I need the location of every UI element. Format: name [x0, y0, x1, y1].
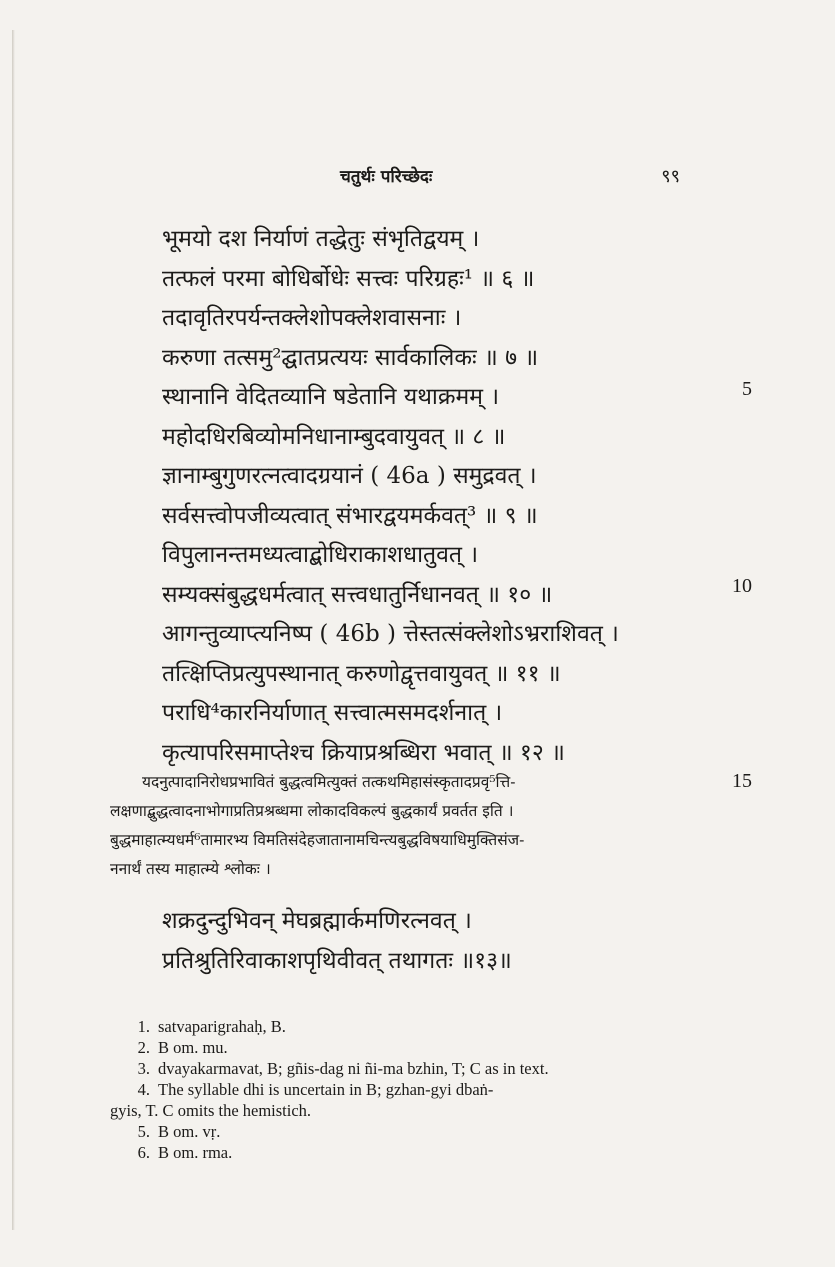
- footnote: [110, 1121, 690, 1142]
- line-number-15: 15: [732, 770, 752, 792]
- footnote: [110, 1079, 690, 1100]
- verse-line: भूमयो दश निर्याणं तद्धेतुः संभृतिद्वयम् ।: [162, 226, 480, 252]
- footnote-number: 3.: [137, 1059, 150, 1078]
- running-head: चतुर्थः परिच्छेदः: [340, 167, 433, 187]
- verse-block-1: [162, 220, 722, 773]
- page-number: ९९: [661, 166, 680, 187]
- verse-line: आगन्तुव्याप्त्यनिष्प ( 46b ) त्तेस्तत्संक्लेशोऽभ्रराशिवत् ।: [162, 621, 619, 647]
- footnote-number: 5.: [137, 1122, 150, 1141]
- footnotes: [110, 1016, 690, 1163]
- verse-line: ज्ञानाम्बुगुणरत्नत्वादग्रयानं ( 46a ) समुद्रवत् ।: [162, 463, 537, 489]
- footnote-text: B om. vṛ.: [158, 1122, 221, 1141]
- prose-line: यदनुत्पादानिरोधप्रभावितं बुद्धत्वमित्युक्तं तत्कथमिहासंस्कृतादप्रवृ⁵त्ति-: [142, 773, 516, 791]
- footnote: [110, 1058, 690, 1079]
- footnote-continuation: [110, 1100, 690, 1121]
- verse-line: स्थानानि वेदितव्यानि षडेतानि यथाक्रमम् ।: [162, 384, 500, 410]
- line-number-5: 5: [742, 378, 752, 400]
- verse-line: सम्यक्संबुद्धधर्मत्वात् सत्त्वधातुर्निधानवत् ॥ १० ॥: [162, 581, 553, 608]
- footnote: [110, 1037, 690, 1058]
- prose-line: बुद्धमाहात्म्यधर्म⁶तामारभ्य विमतिसंदेहजातानामचिन्त्यबुद्धविषयाधिमुक्तिसंज-: [110, 831, 525, 849]
- commentary-paragraph: [110, 768, 690, 884]
- line-number-10: 10: [732, 575, 752, 597]
- page-header: [160, 164, 680, 194]
- verse-line: प्रतिश्रुतिरिवाकाशपृथिवीवत् तथागतः ॥१३॥: [162, 947, 512, 974]
- prose-line: लक्षणाद्बुद्धत्वादनाभोगाप्रतिप्रश्रब्धमा लोकादविकल्पं बुद्धकार्यं प्रवर्तत इति ।: [110, 802, 514, 820]
- footnote-text: gyis, T. C omits the hemistich.: [110, 1101, 312, 1120]
- footnote: [110, 1016, 690, 1037]
- verse-line: कृत्यापरिसमाप्तेश्च क्रियाप्रश्रब्धिरा भवात् ॥ १२ ॥: [162, 739, 565, 766]
- page-edge: [12, 30, 15, 1230]
- footnote-text: satvaparigrahaḥ, B.: [158, 1017, 286, 1036]
- footnote-text: The syllable dhi is uncertain in B; gzhan-gyi dbaṅ-: [158, 1080, 494, 1099]
- footnote: [110, 1142, 690, 1163]
- verse-line: तदावृतिरपर्यन्तक्लेशोपक्लेशवासनाः ।: [162, 305, 462, 331]
- verse-line: करुणा तत्समु²द्घातप्रत्ययः सार्वकालिकः ॥ ७ ॥: [162, 344, 539, 371]
- verse-line: महोदधिरबिव्योमनिधानाम्बुदवायुवत् ॥ ८ ॥: [162, 423, 506, 450]
- footnote-number: 1.: [137, 1017, 150, 1036]
- verse-line: पराधि⁴कारनिर्याणात् सत्त्वात्मसमदर्शनात् ।: [162, 700, 503, 726]
- footnote-text: dvayakarmavat, B; gñis-dag ni ñi-ma bzhin, T; C as in text.: [158, 1059, 549, 1078]
- footnote-text: B om. rma.: [158, 1143, 233, 1162]
- verse-line: तत्क्षिप्तिप्रत्युपस्थानात् करुणोद्वृत्तवायुवत् ॥ ११ ॥: [162, 660, 561, 687]
- footnote-number: 2.: [137, 1038, 150, 1057]
- footnote-number: 6.: [137, 1143, 150, 1162]
- verse-line: तत्फलं परमा बोधिर्बोधेः सत्त्वः परिग्रहः¹ ॥ ६ ॥: [162, 265, 535, 292]
- verse-line: शक्रदुन्दुभिवन् मेघब्रह्मार्कमणिरत्नवत् ।: [162, 908, 472, 934]
- verse-line: विपुलानन्तमध्यत्वाद्बोधिराकाशधातुवत् ।: [162, 542, 479, 568]
- footnote-number: 4.: [137, 1080, 150, 1099]
- verse-block-2: [162, 902, 722, 981]
- prose-line: ननार्थं तस्य माहात्म्ये श्लोकः ।: [110, 860, 271, 878]
- verse-line: सर्वसत्त्वोपजीव्यत्वात् संभारद्वयमर्कवत्³ ॥ ९ ॥: [162, 502, 538, 529]
- footnote-text: B om. mu.: [158, 1038, 228, 1057]
